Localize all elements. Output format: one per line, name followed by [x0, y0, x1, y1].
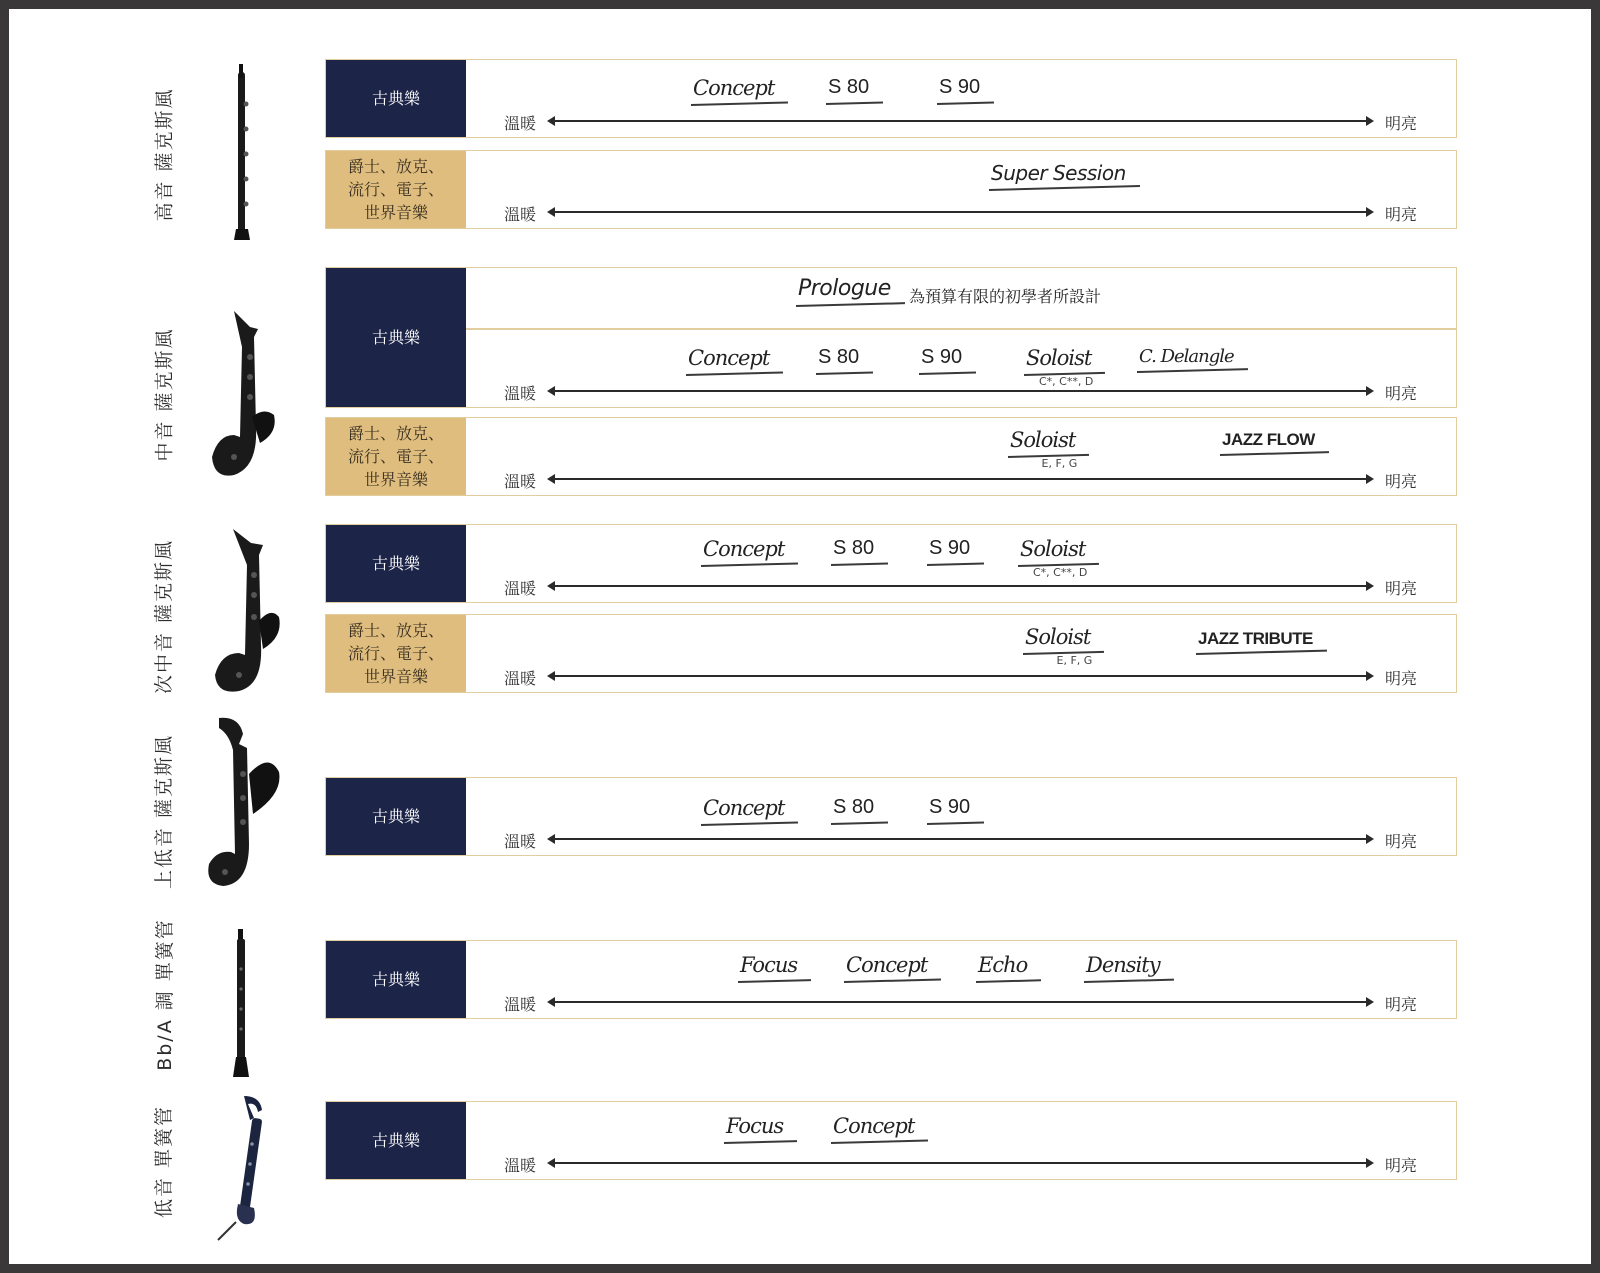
row-clarinet-classical — [325, 940, 1457, 1019]
clarinet-icon — [229, 929, 253, 1079]
reed-concept[interactable]: Concept — [844, 953, 931, 979]
reed-chart — [9, 9, 1591, 1264]
reed-concept[interactable]: Concept — [686, 346, 773, 372]
row-tenor-jazz — [325, 614, 1457, 693]
row-alto-classical — [325, 267, 1457, 408]
scale-arrow — [549, 1162, 1372, 1164]
scale-arrow — [549, 390, 1372, 392]
genre-classical: 古典樂 — [326, 60, 466, 137]
reed-s80[interactable]: S 80 — [816, 346, 863, 371]
genre-classical: 古典樂 — [326, 525, 466, 602]
soloist-strengths: E, F, G — [1056, 654, 1093, 667]
genre-jazz: 爵士、放克、 流行、電子、 世界音樂 — [326, 151, 466, 228]
reed-density[interactable]: Density — [1084, 953, 1164, 979]
scale-arrow — [549, 585, 1372, 587]
soprano-saxophone-icon — [222, 64, 262, 244]
reed-focus[interactable]: Focus — [738, 953, 801, 979]
instrument-label-tenor: 次中音 薩克斯風 — [153, 538, 176, 695]
genre-classical: 古典樂 — [326, 941, 466, 1018]
soloist-strengths: C*, C**, D — [1033, 566, 1088, 579]
soloist-strengths: C*, C**, D — [1039, 375, 1094, 388]
reed-prologue[interactable]: Prologue — [796, 276, 895, 303]
soloist-strengths: E, F, G — [1041, 457, 1078, 470]
scale-arrow — [549, 1001, 1372, 1003]
reed-s90[interactable]: S 90 — [927, 796, 974, 821]
bass-clarinet-icon — [214, 1094, 274, 1244]
row-baritone-classical — [325, 777, 1457, 856]
instrument-label-baritone: 上低音 薩克斯風 — [153, 733, 176, 889]
tenor-saxophone-icon — [207, 525, 287, 701]
reed-c-delangle[interactable]: C. Delangle — [1137, 346, 1238, 369]
warm-bright-scale: 溫暖 明亮 — [504, 995, 1417, 1014]
alto-saxophone-icon — [204, 307, 284, 487]
warm-bright-scale: 溫暖 明亮 — [504, 472, 1417, 491]
row-bass-clarinet-classical — [325, 1101, 1457, 1180]
prologue-note: 為預算有限的初學者所設計 — [909, 287, 1102, 306]
reed-soloist[interactable]: Soloist E, F, G — [1008, 428, 1079, 454]
reed-concept[interactable]: Concept — [831, 1114, 918, 1140]
row-soprano-jazz — [325, 150, 1457, 229]
reed-s90[interactable]: S 90 — [937, 76, 984, 101]
scale-arrow — [549, 120, 1372, 122]
reed-echo[interactable]: Echo — [976, 953, 1031, 979]
genre-jazz: 爵士、放克、 流行、電子、 世界音樂 — [326, 615, 466, 692]
reed-concept[interactable]: Concept — [701, 796, 788, 822]
reed-s80[interactable]: S 80 — [831, 537, 878, 562]
row-alto-jazz — [325, 417, 1457, 496]
scale-arrow — [549, 478, 1372, 480]
reed-concept[interactable]: Concept — [701, 537, 788, 563]
row-soprano-classical — [325, 59, 1457, 138]
instrument-label-soprano: 高音 薩克斯風 — [153, 86, 176, 222]
scale-arrow — [549, 675, 1372, 677]
reed-s80[interactable]: S 80 — [826, 76, 873, 101]
genre-classical: 古典樂 — [326, 268, 466, 407]
scale-arrow — [549, 838, 1372, 840]
warm-bright-scale: 溫暖 明亮 — [504, 579, 1417, 598]
reed-super-session[interactable]: Super Session — [989, 161, 1130, 187]
reed-soloist[interactable]: Soloist C*, C**, D — [1018, 537, 1089, 563]
reed-jazz-flow[interactable]: JAZZ FLOW — [1220, 430, 1319, 452]
row-divider — [466, 328, 1457, 330]
row-tenor-classical — [325, 524, 1457, 603]
reed-s80[interactable]: S 80 — [831, 796, 878, 821]
warm-bright-scale: 溫暖 明亮 — [504, 669, 1417, 688]
reed-s90[interactable]: S 90 — [927, 537, 974, 562]
warm-bright-scale: 溫暖 明亮 — [504, 1156, 1417, 1175]
instrument-label-bass-clarinet: 低音 單簧管 — [153, 1104, 176, 1219]
reed-jazz-tribute[interactable]: JAZZ TRIBUTE — [1196, 629, 1317, 651]
warm-bright-scale: 溫暖 明亮 — [504, 205, 1417, 224]
reed-focus[interactable]: Focus — [724, 1114, 787, 1140]
warm-bright-scale: 溫暖 明亮 — [504, 114, 1417, 133]
baritone-saxophone-icon — [199, 714, 289, 894]
scale-arrow — [549, 211, 1372, 213]
genre-jazz: 爵士、放克、 流行、電子、 世界音樂 — [326, 418, 466, 495]
warm-bright-scale: 溫暖 明亮 — [504, 832, 1417, 851]
instrument-label-alto: 中音 薩克斯風 — [153, 326, 176, 462]
instrument-label-clarinet: Bb/A 調 單簧管 — [153, 917, 176, 1071]
genre-classical: 古典樂 — [326, 1102, 466, 1179]
reed-concept[interactable]: Concept — [691, 76, 778, 102]
reed-soloist[interactable]: Soloist C*, C**, D — [1024, 346, 1095, 372]
genre-classical: 古典樂 — [326, 778, 466, 855]
reed-s90[interactable]: S 90 — [919, 346, 966, 371]
reed-soloist[interactable]: Soloist E, F, G — [1023, 625, 1094, 651]
warm-bright-scale: 溫暖 明亮 — [504, 384, 1417, 403]
